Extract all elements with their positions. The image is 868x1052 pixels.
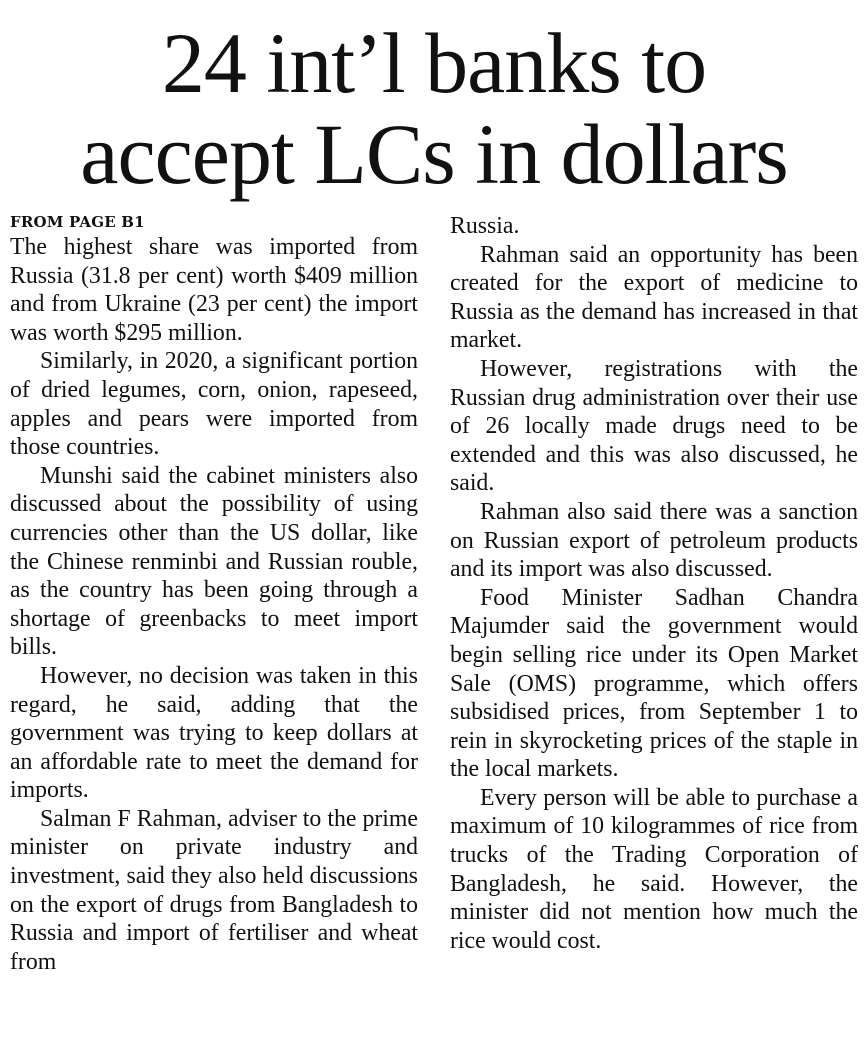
paragraph: Salman F Rahman, adviser to the prime minister on private industry and investment, said they also held discussions on the export of drugs from Bangladesh to Russia and import of fertiliser and wheat from — [10, 805, 418, 975]
paragraph: Russia. — [450, 213, 520, 239]
paragraph: However, no decision was taken in this regard, he said, adding that the government was trying to keep dollars at an affordable rate to meet the demand for imports. — [10, 662, 418, 804]
article-body — [10, 212, 858, 1048]
paragraph: Rahman said an opportunity has been created for the export of medicine to Russia as the demand has increased in that market. — [450, 241, 858, 354]
headline — [0, 15, 868, 202]
paragraph: Similarly, in 2020, a significant portion of dried legumes, corn, onion, rapeseed, apples and pears were imported from those countries. — [10, 348, 418, 461]
continuation-kicker: FROM PAGE B1 — [10, 213, 145, 231]
paragraph: Food Minister Sadhan Chandra Majumder said the government would begin selling rice under its Open Market Sale (OMS) programme, which offers subsidised prices, from September 1 to rein in skyrocketing prices of the staple in the local markets. — [450, 584, 858, 783]
paragraph: The highest share was imported from Russia (31.8 per cent) worth $409 million and from Ukraine (23 per cent) the import was worth $295 million. — [10, 234, 418, 346]
headline-line-2: accept LCs in dollars — [80, 106, 788, 202]
paragraph: Munshi said the cabinet ministers also discussed about the possibility of using currencies other than the US dollar, like the Chinese renminbi and Russian rouble, as the country has been going through a shortage of greenbacks to meet import bills. — [10, 462, 418, 661]
headline-line-1: 24 int’l banks to — [161, 15, 707, 111]
paragraph: Every person will be able to purchase a maximum of 10 kilogrammes of rice from trucks of the Trading Corporation of Bangladesh, he said. However, the minister did not mention how much the rice would cost. — [450, 784, 858, 954]
article-column-left — [10, 212, 418, 1048]
article-column-right — [450, 212, 858, 1048]
paragraph: However, registrations with the Russian drug administration over their use of 26 locally made drugs need to be extended and this was also discussed, he said. — [450, 355, 858, 497]
paragraph: Rahman also said there was a sanction on Russian export of petroleum products and its import was also discussed. — [450, 498, 858, 583]
